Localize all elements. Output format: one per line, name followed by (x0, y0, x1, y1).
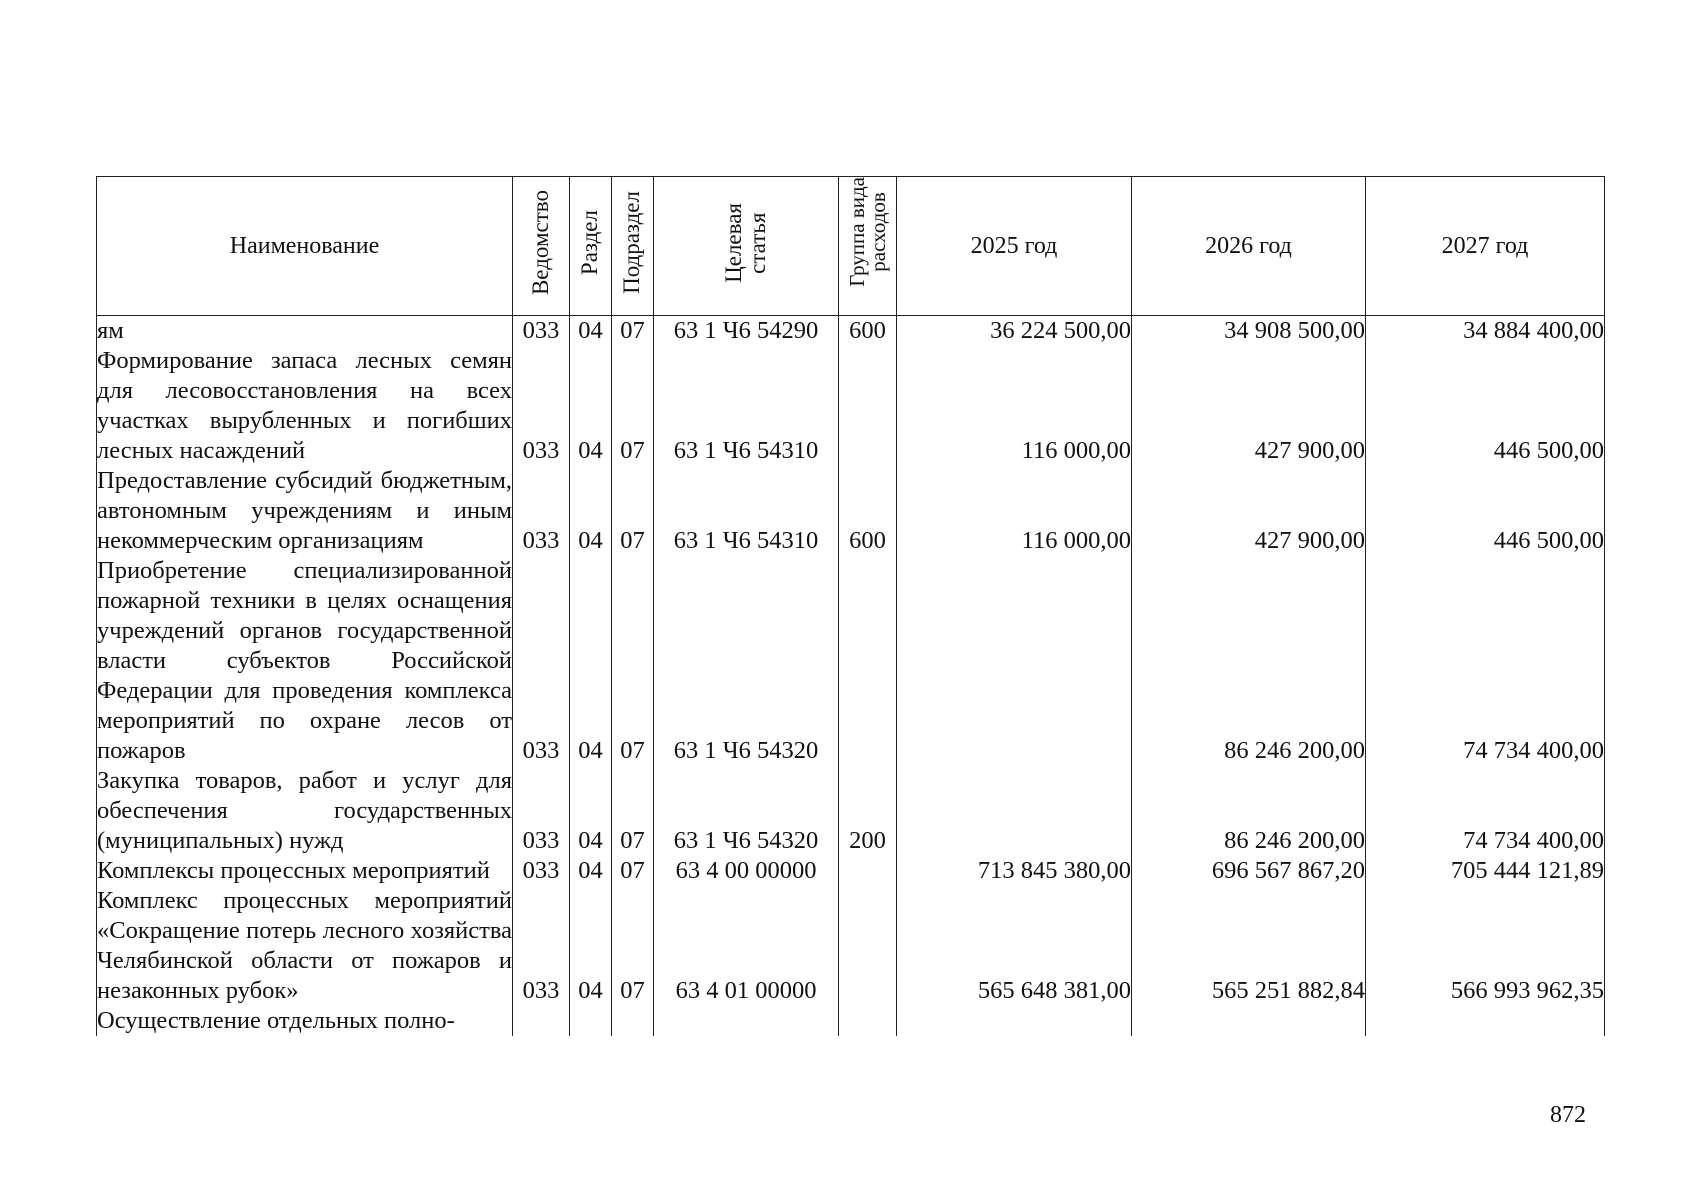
row-gruppa (839, 556, 897, 766)
row-tselevaya-statya: 63 1 Ч6 54310 (654, 466, 839, 556)
row-podrazdel: 07 (612, 466, 654, 556)
budget-table (96, 176, 1605, 1036)
row-razdel: 04 (570, 346, 612, 466)
table-row (97, 316, 1605, 347)
row-vedomstvo: 033 (513, 556, 570, 766)
row-gruppa: 200 (839, 766, 897, 856)
row-podrazdel: 07 (612, 346, 654, 466)
row-tselevaya-statya: 63 1 Ч6 54320 (654, 556, 839, 766)
row-gruppa: 600 (839, 316, 897, 347)
table-row (97, 766, 1605, 856)
row-2025 (897, 556, 1132, 766)
table-row (97, 856, 1605, 886)
row-razdel: 04 (570, 466, 612, 556)
header-razdel: Раздел (570, 177, 612, 316)
table-row (97, 1006, 1605, 1036)
row-name: Предоставление субсидий бюджетным, автономным учреждениям и иным некоммерческим организациям (97, 467, 512, 554)
row-2027: 74 734 400,00 (1366, 556, 1605, 766)
row-name: Комплекс процессных мероприятий «Сокращение потерь лесного хозяйства Челябинской области от пожаров и незаконных рубок» (97, 887, 512, 1004)
header-name: Наименование (97, 177, 513, 316)
header-tselevaya-statya: Целевая статья (654, 177, 839, 316)
row-name: Закупка товаров, работ и услуг для обеспечения государственных (муниципальных) нужд (97, 767, 512, 854)
row-gruppa (839, 886, 897, 1006)
row-2025: 36 224 500,00 (897, 316, 1132, 347)
row-podrazdel (612, 1006, 654, 1036)
row-podrazdel: 07 (612, 316, 654, 347)
row-2025 (897, 766, 1132, 856)
row-2027: 34 884 400,00 (1366, 316, 1605, 347)
row-razdel: 04 (570, 766, 612, 856)
row-2026: 34 908 500,00 (1132, 316, 1366, 347)
row-vedomstvo: 033 (513, 886, 570, 1006)
page-number: 872 (1550, 1102, 1586, 1128)
row-2026 (1132, 1006, 1366, 1036)
row-2027: 74 734 400,00 (1366, 766, 1605, 856)
row-2025 (897, 1006, 1132, 1036)
row-2025: 713 845 380,00 (897, 856, 1132, 886)
row-2026: 86 246 200,00 (1132, 556, 1366, 766)
row-vedomstvo: 033 (513, 766, 570, 856)
row-2025: 565 648 381,00 (897, 886, 1132, 1006)
row-podrazdel: 07 (612, 856, 654, 886)
row-2027: 705 444 121,89 (1366, 856, 1605, 886)
row-2025: 116 000,00 (897, 346, 1132, 466)
row-2025: 116 000,00 (897, 466, 1132, 556)
row-2026: 696 567 867,20 (1132, 856, 1366, 886)
row-2026: 565 251 882,84 (1132, 886, 1366, 1006)
row-name: ям (97, 316, 513, 347)
table-row (97, 556, 1605, 766)
row-vedomstvo: 033 (513, 316, 570, 347)
row-gruppa (839, 856, 897, 886)
header-gruppa-vida-raskhodov: Группа вида расходов (839, 177, 897, 316)
row-gruppa (839, 1006, 897, 1036)
row-razdel: 04 (570, 556, 612, 766)
row-razdel (570, 1006, 612, 1036)
row-vedomstvo: 033 (513, 856, 570, 886)
header-vedomstvo: Ведомство (513, 177, 570, 316)
row-podrazdel: 07 (612, 886, 654, 1006)
row-vedomstvo: 033 (513, 346, 570, 466)
row-2026: 427 900,00 (1132, 466, 1366, 556)
row-tselevaya-statya: 63 4 01 00000 (654, 886, 839, 1006)
row-gruppa (839, 346, 897, 466)
header-podrazdel: Подраздел (612, 177, 654, 316)
row-name: Осуществление отдельных полно- (97, 1006, 513, 1036)
row-podrazdel: 07 (612, 766, 654, 856)
header-2027: 2027 год (1366, 177, 1605, 316)
row-razdel: 04 (570, 886, 612, 1006)
row-2027: 446 500,00 (1366, 346, 1605, 466)
table-header (97, 177, 1605, 316)
row-2027: 566 993 962,35 (1366, 886, 1605, 1006)
row-2026: 86 246 200,00 (1132, 766, 1366, 856)
table-row (97, 346, 1605, 466)
row-name: Формирование запаса лесных семян для лесовосстановления на всех участках вырубленных и погибших лесных насаждений (97, 347, 512, 464)
row-gruppa: 600 (839, 466, 897, 556)
table-row (97, 886, 1605, 1006)
row-razdel: 04 (570, 856, 612, 886)
row-name: Комплексы процессных мероприятий (97, 856, 513, 886)
row-podrazdel: 07 (612, 556, 654, 766)
row-name: Приобретение специализированной пожарной техники в целях оснащения учреждений органов государственной власти субъектов Российской Федерации для проведения комплекса мероприятий по охране лесов от пожаров (97, 557, 512, 764)
row-2026: 427 900,00 (1132, 346, 1366, 466)
row-tselevaya-statya: 63 1 Ч6 54310 (654, 346, 839, 466)
row-razdel: 04 (570, 316, 612, 347)
row-vedomstvo: 033 (513, 466, 570, 556)
header-2025: 2025 год (897, 177, 1132, 316)
row-tselevaya-statya: 63 1 Ч6 54290 (654, 316, 839, 347)
row-tselevaya-statya (654, 1006, 839, 1036)
row-tselevaya-statya: 63 1 Ч6 54320 (654, 766, 839, 856)
row-2027: 446 500,00 (1366, 466, 1605, 556)
row-2027 (1366, 1006, 1605, 1036)
table-row (97, 466, 1605, 556)
row-tselevaya-statya: 63 4 00 00000 (654, 856, 839, 886)
header-2026: 2026 год (1132, 177, 1366, 316)
row-vedomstvo (513, 1006, 570, 1036)
